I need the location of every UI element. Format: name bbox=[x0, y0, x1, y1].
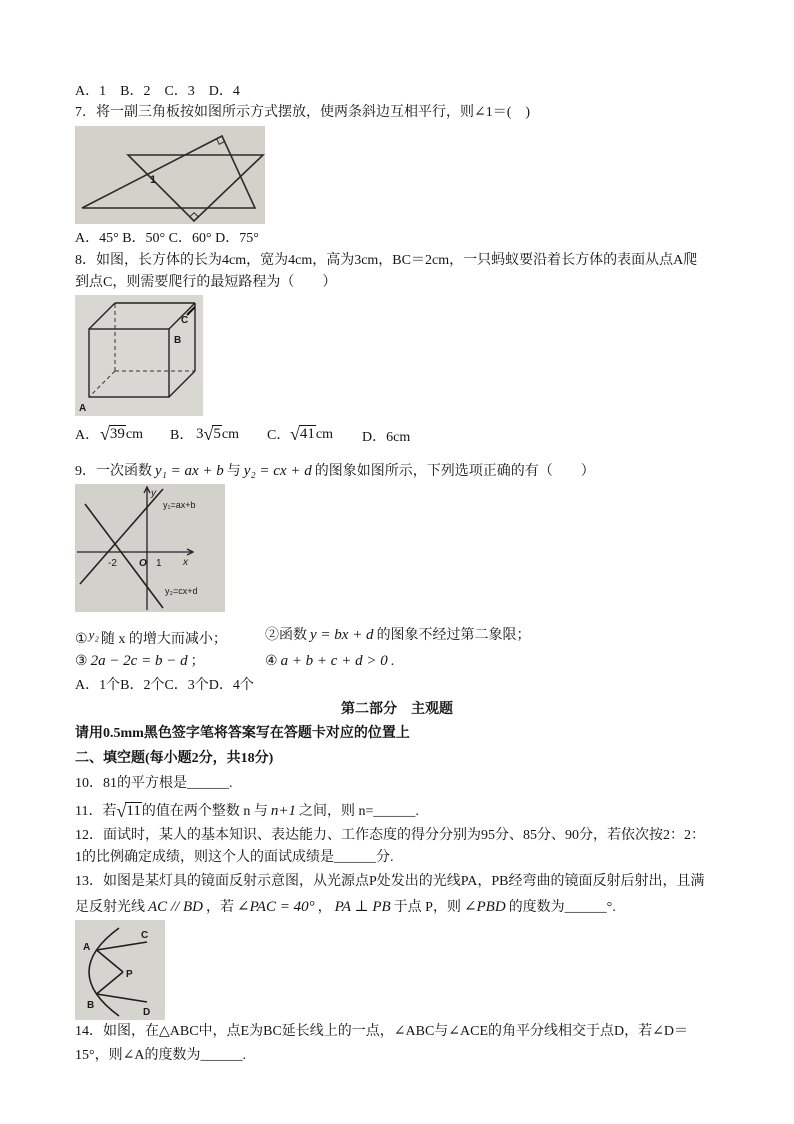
q8-stem-line2: 到点C，则需要爬行的最短路程为（ ） bbox=[75, 275, 337, 290]
q9-stem-mid: 与 bbox=[226, 464, 241, 479]
q10-text: 10．81的平方根是______. bbox=[75, 776, 233, 791]
q11-after: 之间，则 n=______. bbox=[298, 804, 419, 819]
option-value: 6cm bbox=[386, 430, 411, 445]
part2-title: 第二部分 主观题 bbox=[341, 702, 453, 717]
statement-text: 的图象不经过第二象限； bbox=[376, 628, 531, 643]
q11-middle: 的值在两个整数 n 与 bbox=[141, 804, 268, 819]
section-fill-in-title: 二、填空题(每小题2分，共18分) bbox=[75, 751, 274, 766]
q11-text bbox=[75, 802, 419, 821]
q13-line2 bbox=[75, 898, 616, 917]
q7-triangles-figure bbox=[75, 126, 265, 224]
q8-option-a bbox=[75, 427, 99, 445]
option-label: C． bbox=[267, 428, 291, 443]
option-label: D． bbox=[362, 430, 387, 445]
q9-statement-2 bbox=[265, 626, 531, 645]
unit: cm bbox=[221, 427, 239, 442]
statement-mark: ③ bbox=[75, 654, 88, 669]
q9-stem bbox=[75, 462, 595, 481]
q8-option-c bbox=[267, 427, 290, 445]
q9-statement-1 bbox=[75, 626, 227, 649]
q13-text: ，若 bbox=[206, 900, 234, 915]
statement-math: a + b + c + d > 0 bbox=[280, 653, 388, 669]
radical-sign-icon: √ bbox=[203, 424, 214, 444]
statement-mark: ① bbox=[75, 632, 88, 647]
q12-line1: 12．面试时，某人的基本知识、表达能力、工作态度的得分分别为95分、85分、90分，若依次按2：2： bbox=[75, 828, 705, 843]
q11-before: 11．若 bbox=[75, 804, 117, 819]
radicand: 5 bbox=[213, 426, 221, 442]
statement-text: . bbox=[390, 654, 395, 669]
tick-label-one: 1 bbox=[156, 558, 162, 569]
point-c-label: C bbox=[181, 315, 189, 326]
square-root bbox=[100, 425, 126, 444]
q13-text: 的度数为______°. bbox=[508, 900, 616, 915]
statement-variable: y₂ bbox=[88, 627, 99, 642]
q13-text: ， bbox=[317, 900, 332, 915]
point-d-label: D bbox=[143, 1007, 151, 1018]
unit: cm bbox=[315, 427, 333, 442]
point-p-label: P bbox=[126, 969, 133, 980]
statement-text: 随 x 的增大而减小； bbox=[100, 632, 227, 647]
angle-1-label: 1 bbox=[150, 174, 157, 186]
tick-label-neg-two: -2 bbox=[108, 558, 117, 569]
unit: cm bbox=[125, 427, 143, 442]
q8-option-b bbox=[170, 427, 193, 445]
q13-perpendicular-math: PA ⊥ PB bbox=[334, 899, 391, 915]
figure-background bbox=[75, 126, 265, 224]
line-y2-label: y₂=cx+d bbox=[165, 586, 198, 596]
statement-prefix: ②函数 bbox=[265, 628, 307, 643]
q13-text: 于点 P，则 bbox=[393, 900, 461, 915]
radicand: 41 bbox=[299, 426, 315, 442]
q8-option-a-value bbox=[100, 425, 143, 444]
q9-graph-figure bbox=[75, 484, 225, 612]
point-b-label: B bbox=[87, 1000, 95, 1011]
q6-options: A．1 B．2 C．3 D．4 bbox=[75, 84, 240, 99]
part2-instruction: 请用0.5mm黑色签字笔将答案写在答题卡对应的位置上 bbox=[75, 726, 410, 741]
radicand: 39 bbox=[109, 426, 125, 442]
square-root bbox=[204, 425, 222, 444]
q13-parallel-math: AC // BD bbox=[148, 899, 203, 915]
square-root bbox=[290, 425, 316, 444]
q13-mirror-figure bbox=[75, 920, 165, 1020]
q9-statement-3 bbox=[75, 652, 205, 671]
q9-stem-before: 9．一次函数 bbox=[75, 464, 152, 479]
statement-math: y = bx + d bbox=[310, 627, 374, 643]
q13-line1: 13．如图是某灯具的镜面反射示意图，从光源点P处发出的光线PA，PB经弯曲的镜面反射后射出，且满 bbox=[75, 874, 705, 889]
x-axis-label: x bbox=[183, 557, 188, 568]
q7-options: A．45° B．50° C．60° D．75° bbox=[75, 231, 259, 246]
radical-sign-icon: √ bbox=[290, 424, 300, 444]
option-label: B． bbox=[170, 428, 194, 443]
line-y1-label: y₁=ax+b bbox=[163, 500, 196, 510]
q7-stem: 7．将一副三角板按如图所示方式摆放，使两条斜边互相平行，则∠1＝( ) bbox=[75, 105, 531, 120]
q14-line2: 15°，则∠A的度数为______. bbox=[75, 1048, 246, 1063]
coefficient: 3 bbox=[196, 426, 204, 442]
q9-function-2: y₂ = cx + d bbox=[243, 463, 312, 479]
radical-sign-icon: √ bbox=[116, 801, 127, 821]
figure-background bbox=[75, 295, 203, 416]
q8-option-b-value bbox=[196, 425, 239, 444]
y-axis-label: y bbox=[151, 488, 156, 499]
q13-angle-pbd: ∠PBD bbox=[463, 899, 506, 915]
origin-label: O bbox=[139, 558, 147, 569]
q14-line1: 14．如图，在△ABC中，点E为BC延长线上的一点，∠ABC与∠ACE的角平分线相交于点D，若∠D＝ bbox=[75, 1024, 688, 1039]
point-c-label: C bbox=[141, 930, 149, 941]
q8-option-d bbox=[362, 429, 410, 447]
q8-stem-line1: 8．如图，长方体的长为4cm，宽为4cm，高为3cm，BC＝2cm，一只蚂蚁要沿着长方体的表面从点A爬 bbox=[75, 253, 698, 268]
statement-mark: ④ bbox=[265, 654, 278, 669]
q13-angle-math: ∠PAC = 40° bbox=[237, 899, 315, 915]
statement-text: ； bbox=[190, 654, 205, 669]
q9-stem-after: 的图象如图所示，下列选项正确的有（ ） bbox=[314, 464, 595, 479]
point-b-label: B bbox=[174, 335, 182, 346]
q9-options: A．1个B．2个C．3个D．4个 bbox=[75, 678, 254, 693]
q9-function-1: y₁ = ax + b bbox=[155, 463, 224, 479]
q11-math: n+1 bbox=[270, 803, 296, 819]
point-a-label: A bbox=[83, 942, 91, 953]
statement-math: 2a − 2c = b − d bbox=[90, 653, 188, 669]
q8-cuboid-figure bbox=[75, 295, 203, 416]
q13-text: 足反射光线 bbox=[75, 900, 145, 915]
point-a-label: A bbox=[79, 403, 87, 414]
q9-statement-4 bbox=[265, 652, 394, 671]
q12-line2: 1的比例确定成绩，则这个人的面试成绩是______分. bbox=[75, 850, 394, 865]
radical-sign-icon: √ bbox=[100, 424, 110, 444]
option-label: A． bbox=[75, 428, 100, 443]
radicand: 11 bbox=[126, 803, 141, 819]
square-root bbox=[116, 802, 141, 821]
q8-option-c-value bbox=[290, 425, 333, 444]
